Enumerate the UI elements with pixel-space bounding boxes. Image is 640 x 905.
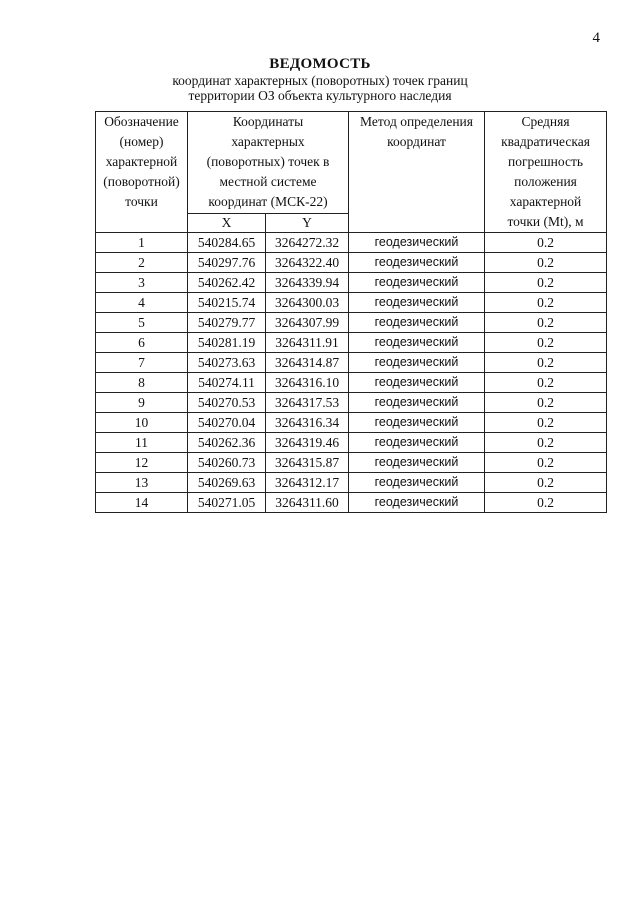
- point-number-cell: 5: [96, 313, 188, 333]
- table-row: [96, 473, 607, 493]
- x-coordinate-cell: 540279.77: [188, 313, 266, 333]
- method-cell: геодезический: [349, 253, 485, 273]
- table-row: [96, 413, 607, 433]
- table-row: [96, 353, 607, 373]
- method-cell: геодезический: [349, 413, 485, 433]
- header-x: X: [188, 213, 266, 232]
- error-cell: 0.2: [485, 333, 607, 353]
- error-cell: 0.2: [485, 353, 607, 373]
- table-row: [96, 493, 607, 513]
- method-cell: геодезический: [349, 493, 485, 513]
- point-number-cell: 2: [96, 253, 188, 273]
- error-cell: 0.2: [485, 253, 607, 273]
- document-subtitle-line-2: территории ОЗ объекта культурного наследия: [188, 88, 452, 103]
- header-coordinates: Координаты характерных (поворотных) точек в местной системе координат (МСК-22): [188, 112, 349, 214]
- page-number: 4: [592, 30, 600, 46]
- error-cell: 0.2: [485, 433, 607, 453]
- table-row: [96, 393, 607, 413]
- point-number-cell: 8: [96, 373, 188, 393]
- point-number-cell: 7: [96, 353, 188, 373]
- point-number-cell: 4: [96, 293, 188, 313]
- y-coordinate-cell: 3264316.34: [266, 413, 349, 433]
- x-coordinate-cell: 540269.63: [188, 473, 266, 493]
- x-coordinate-cell: 540281.19: [188, 333, 266, 353]
- table-header: [96, 112, 607, 233]
- y-coordinate-cell: 3264317.53: [266, 393, 349, 413]
- y-coordinate-cell: 3264315.87: [266, 453, 349, 473]
- error-cell: 0.2: [485, 473, 607, 493]
- document-subtitle-line-1: координат характерных (поворотных) точек границ: [172, 73, 468, 88]
- method-cell: геодезический: [349, 433, 485, 453]
- x-coordinate-cell: 540273.63: [188, 353, 266, 373]
- method-cell: геодезический: [349, 333, 485, 353]
- method-cell: геодезический: [349, 293, 485, 313]
- point-number-cell: 6: [96, 333, 188, 353]
- y-coordinate-cell: 3264307.99: [266, 313, 349, 333]
- y-coordinate-cell: 3264311.91: [266, 333, 349, 353]
- x-coordinate-cell: 540262.42: [188, 273, 266, 293]
- y-coordinate-cell: 3264314.87: [266, 353, 349, 373]
- header-error: Средняя квадратическая погрешность положения характерной точки (Mt), м: [485, 112, 607, 233]
- table-row: [96, 233, 607, 253]
- x-coordinate-cell: 540260.73: [188, 453, 266, 473]
- error-cell: 0.2: [485, 293, 607, 313]
- method-cell: геодезический: [349, 473, 485, 493]
- method-cell: геодезический: [349, 373, 485, 393]
- method-cell: геодезический: [349, 273, 485, 293]
- coordinates-table: [95, 111, 607, 513]
- document-title-block: [0, 56, 640, 103]
- point-number-cell: 13: [96, 473, 188, 493]
- x-coordinate-cell: 540297.76: [188, 253, 266, 273]
- point-number-cell: 12: [96, 453, 188, 473]
- y-coordinate-cell: 3264322.40: [266, 253, 349, 273]
- header-designation: Обозначение (номер) характерной (поворотной) точки: [96, 112, 188, 233]
- method-cell: геодезический: [349, 353, 485, 373]
- table-row: [96, 313, 607, 333]
- table-row: [96, 433, 607, 453]
- method-cell: геодезический: [349, 453, 485, 473]
- header-y: Y: [266, 213, 349, 232]
- x-coordinate-cell: 540271.05: [188, 493, 266, 513]
- error-cell: 0.2: [485, 413, 607, 433]
- method-cell: геодезический: [349, 313, 485, 333]
- table-row: [96, 273, 607, 293]
- x-coordinate-cell: 540270.53: [188, 393, 266, 413]
- point-number-cell: 10: [96, 413, 188, 433]
- x-coordinate-cell: 540262.36: [188, 433, 266, 453]
- document-title: ВЕДОМОСТЬ: [269, 56, 371, 72]
- error-cell: 0.2: [485, 453, 607, 473]
- error-cell: 0.2: [485, 273, 607, 293]
- x-coordinate-cell: 540270.04: [188, 413, 266, 433]
- header-method: Метод определения координат: [349, 112, 485, 233]
- x-coordinate-cell: 540215.74: [188, 293, 266, 313]
- table-row: [96, 293, 607, 313]
- error-cell: 0.2: [485, 373, 607, 393]
- point-number-cell: 3: [96, 273, 188, 293]
- error-cell: 0.2: [485, 493, 607, 513]
- x-coordinate-cell: 540284.65: [188, 233, 266, 253]
- table-body: [96, 233, 607, 513]
- method-cell: геодезический: [349, 233, 485, 253]
- error-cell: 0.2: [485, 313, 607, 333]
- y-coordinate-cell: 3264272.32: [266, 233, 349, 253]
- error-cell: 0.2: [485, 393, 607, 413]
- table-row: [96, 253, 607, 273]
- y-coordinate-cell: 3264300.03: [266, 293, 349, 313]
- point-number-cell: 11: [96, 433, 188, 453]
- error-cell: 0.2: [485, 233, 607, 253]
- method-cell: геодезический: [349, 393, 485, 413]
- table-row: [96, 373, 607, 393]
- point-number-cell: 1: [96, 233, 188, 253]
- point-number-cell: 14: [96, 493, 188, 513]
- y-coordinate-cell: 3264319.46: [266, 433, 349, 453]
- y-coordinate-cell: 3264311.60: [266, 493, 349, 513]
- point-number-cell: 9: [96, 393, 188, 413]
- y-coordinate-cell: 3264339.94: [266, 273, 349, 293]
- y-coordinate-cell: 3264312.17: [266, 473, 349, 493]
- x-coordinate-cell: 540274.11: [188, 373, 266, 393]
- y-coordinate-cell: 3264316.10: [266, 373, 349, 393]
- table-row: [96, 453, 607, 473]
- table-row: [96, 333, 607, 353]
